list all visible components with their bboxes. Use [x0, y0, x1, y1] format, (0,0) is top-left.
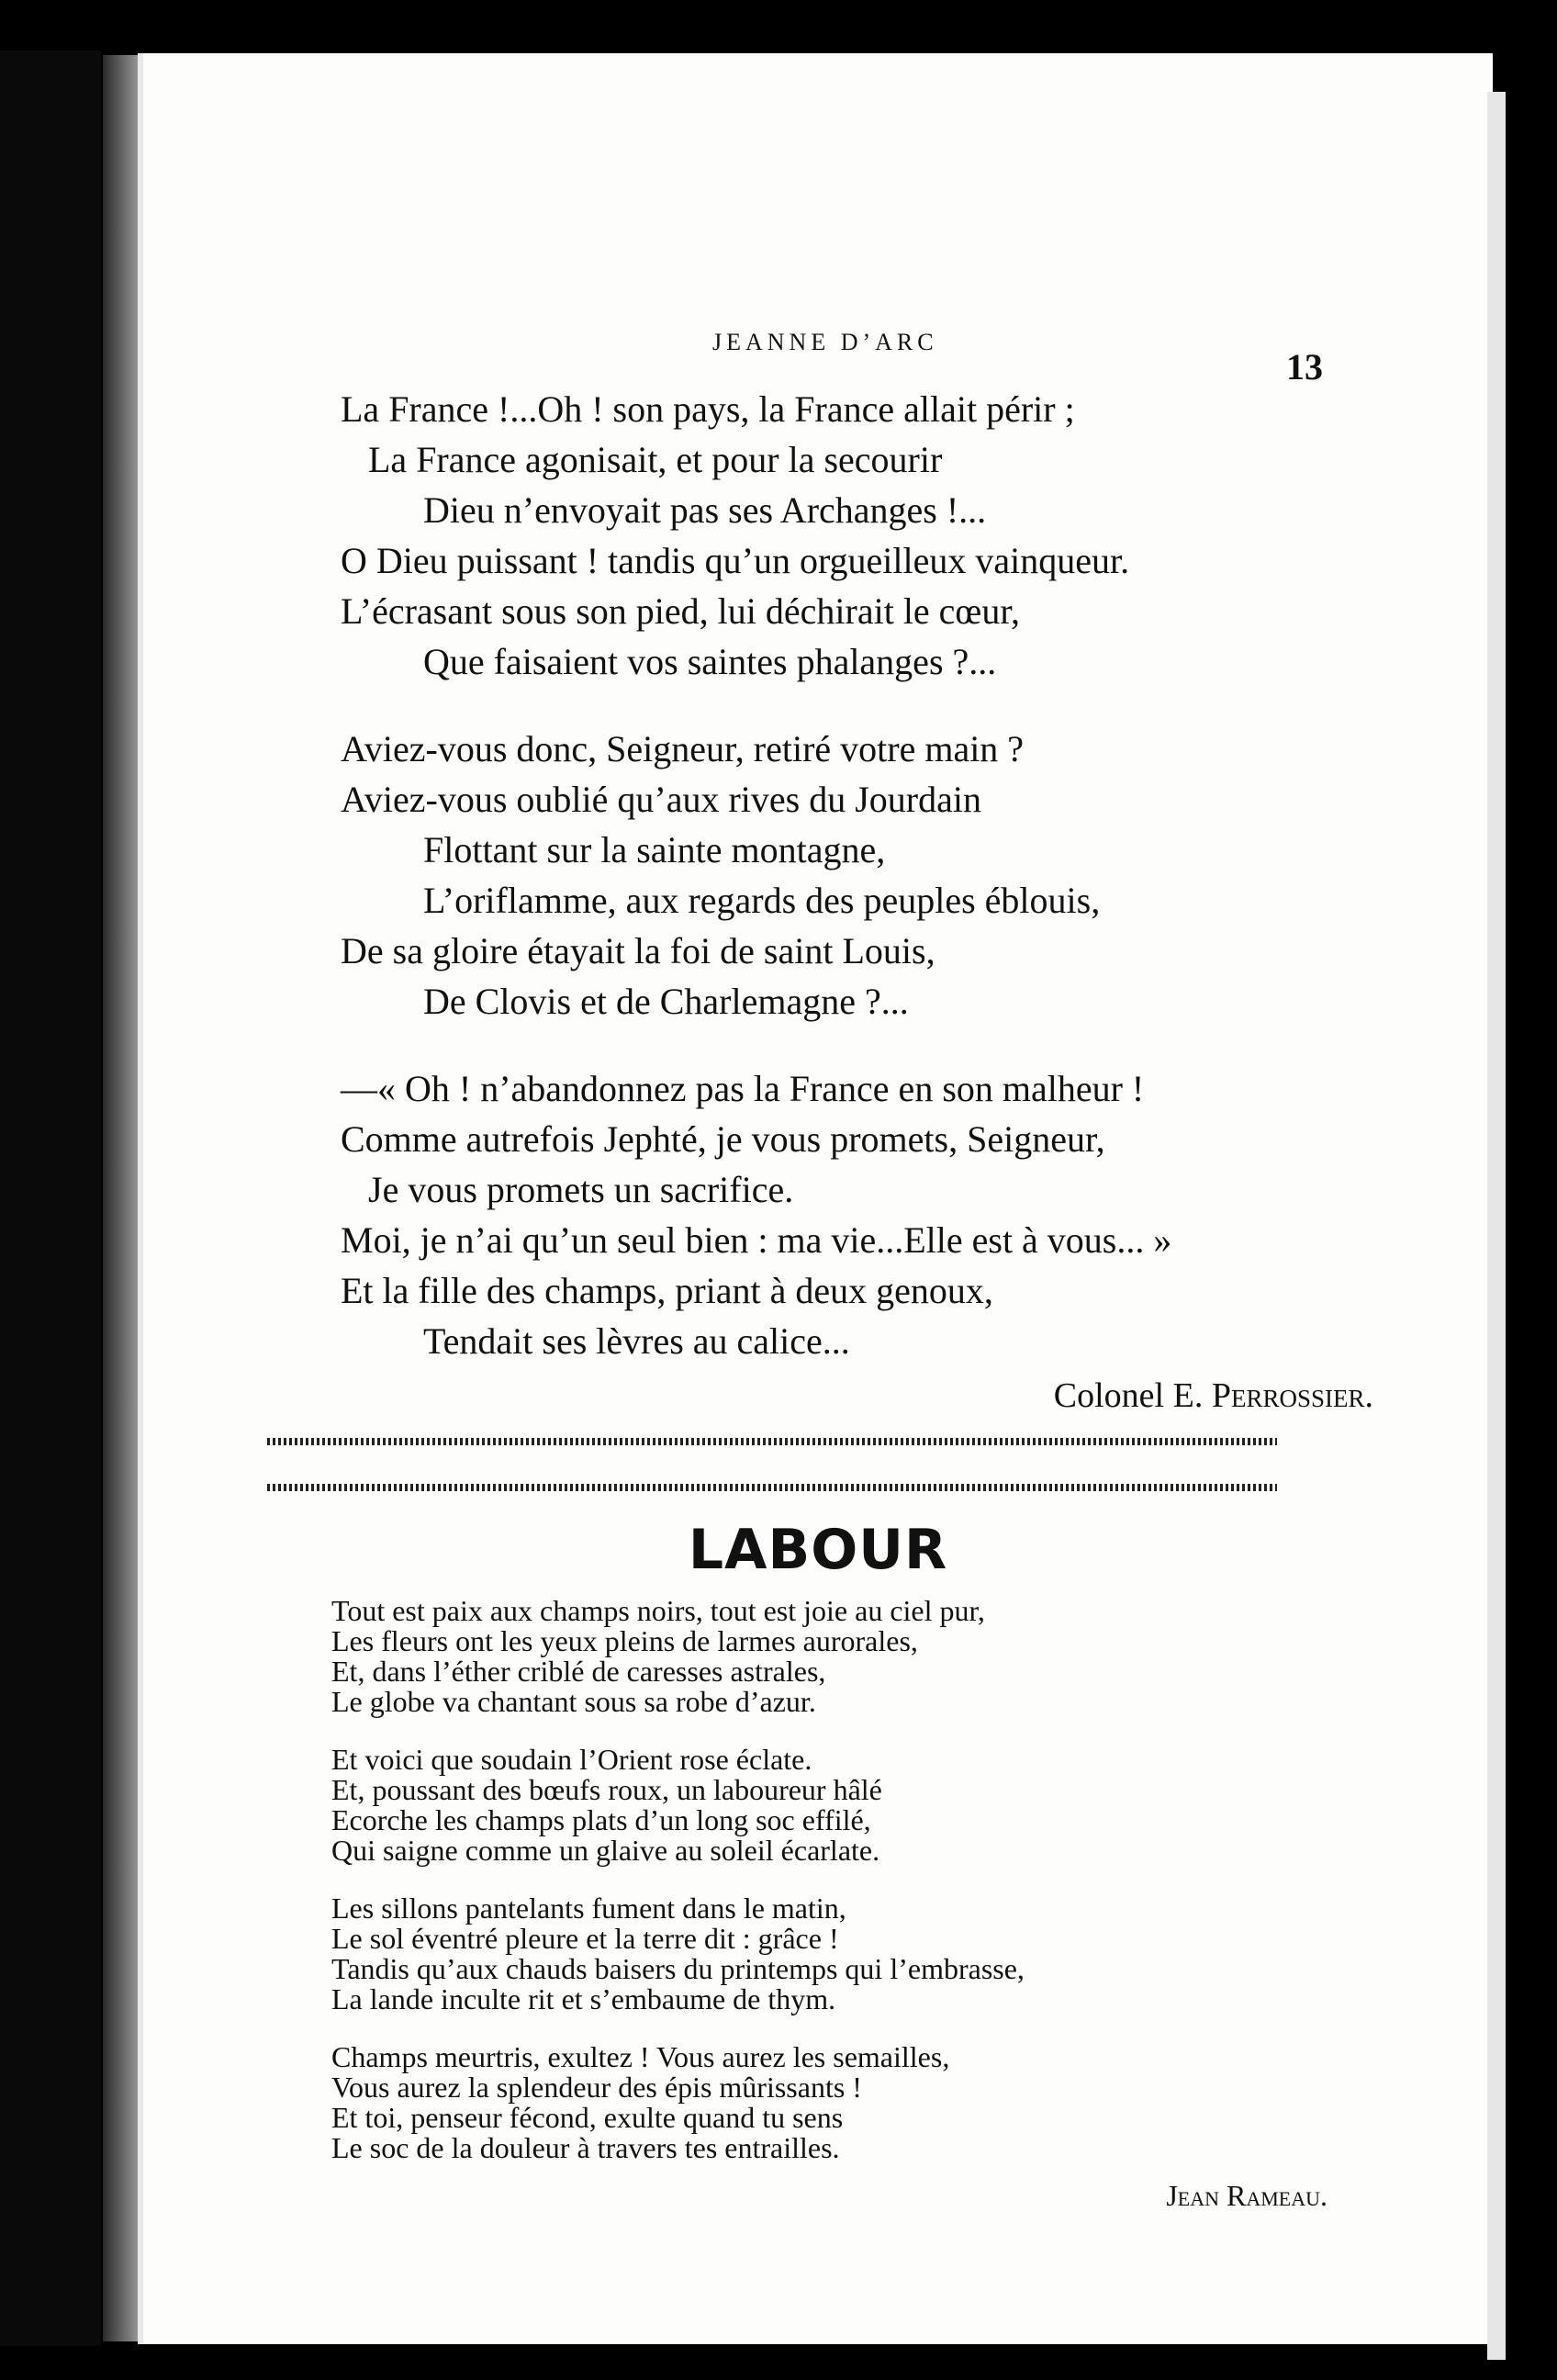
verse-line: Et la fille des champs, priant à deux genoux,	[341, 1270, 993, 1311]
author-title: Colonel E.	[1053, 1376, 1212, 1415]
verse-line: Tendait ses lèvres au calice...	[423, 1320, 850, 1362]
dotted-separator	[267, 1484, 1277, 1491]
book-page	[138, 53, 1493, 2344]
verse-line: Les fleurs ont les yeux pleins de larmes aurorales,	[331, 1624, 918, 1657]
scan-left-margin	[0, 51, 101, 2346]
verse-line: La France !...Oh ! son pays, la France allait périr ;	[341, 388, 1075, 430]
verse-line: Flottant sur la sainte montagne,	[423, 829, 886, 870]
book-spine-shadow	[103, 55, 140, 2341]
verse-line: Et, dans l’éther criblé de caresses astrales,	[331, 1655, 826, 1688]
poem-jeanne-darc	[341, 384, 1406, 1403]
stanza	[341, 1063, 1406, 1366]
verse-line: Et, poussant des bœufs roux, un laboureur hâlé	[331, 1773, 882, 1806]
verse-line: Le globe va chantant sous sa robe d’azur.	[331, 1685, 816, 1718]
verse-line: Tout est paix aux champs noirs, tout est joie au ciel pur,	[331, 1594, 985, 1627]
poem-title: LABOUR	[688, 1518, 948, 1582]
verse-line: Le sol éventré pleure et la terre dit : grâce !	[331, 1922, 839, 1955]
verse-line: —« Oh ! n’abandonnez pas la France en son malheur !	[341, 1068, 1145, 1109]
stanza	[331, 1596, 1360, 1717]
verse-line: Je vous promets un sacrifice.	[368, 1169, 794, 1210]
verse-line: Et voici que soudain l’Orient rose éclate.	[331, 1743, 812, 1776]
verse-line: Le soc de la douleur à travers tes entrailles.	[331, 2131, 840, 2164]
verse-line: Aviez-vous oublié qu’aux rives du Jourdain	[341, 779, 981, 820]
verse-line: L’écrasant sous son pied, lui déchirait le cœur,	[341, 590, 1021, 632]
verse-line: De Clovis et de Charlemagne ?...	[423, 981, 909, 1022]
running-title: JEANNE D’ARC	[712, 329, 938, 355]
stanza	[341, 724, 1406, 1027]
dotted-separator	[267, 1438, 1277, 1445]
stanza	[331, 1745, 1360, 1866]
verse-line: Champs meurtris, exultez ! Vous aurez les semailles,	[331, 2040, 950, 2073]
verse-line: Dieu n’envoyait pas ses Archanges !...	[423, 489, 987, 531]
verse-line: Les sillons pantelants fument dans le matin,	[331, 1892, 846, 1925]
author-signature: Jean Rameau.	[1166, 2179, 1327, 2212]
verse-line: De sa gloire étayait la foi de saint Louis,	[341, 930, 935, 971]
stanza	[341, 384, 1406, 687]
stanza	[331, 2042, 1360, 2163]
page-number: 13	[1286, 346, 1323, 387]
verse-line: Que faisaient vos saintes phalanges ?...	[423, 641, 997, 682]
stanza	[331, 1893, 1360, 2015]
verse-line: Ecorche les champs plats d’un long soc effilé,	[331, 1803, 871, 1836]
author-name: Perrossier.	[1211, 1376, 1373, 1415]
verse-line: O Dieu puissant ! tandis qu’un orgueilleux vainqueur.	[341, 540, 1130, 581]
verse-line: La lande inculte rit et s’embaume de thym.	[331, 1982, 836, 2015]
verse-line: Comme autrefois Jephté, je vous promets, Seigneur,	[341, 1118, 1105, 1160]
verse-line: Qui saigne comme un glaive au soleil écarlate.	[331, 1834, 880, 1867]
page-edge	[1487, 92, 1506, 2360]
verse-line: Aviez-vous donc, Seigneur, retiré votre main ?	[341, 728, 1025, 769]
verse-line: Moi, je n’ai qu’un seul bien : ma vie...Elle est à vous... »	[341, 1219, 1172, 1261]
verse-line: Vous aurez la splendeur des épis mûrissants !	[331, 2071, 862, 2104]
verse-line: Et toi, penseur fécond, exulte quand tu sens	[331, 2101, 844, 2134]
author-signature	[1054, 1375, 1373, 1416]
verse-line: L’oriflamme, aux regards des peuples éblouis,	[423, 880, 1101, 921]
verse-line: La France agonisait, et pour la secourir	[368, 439, 943, 480]
verse-line: Tandis qu’aux chauds baisers du printemps qui l’embrasse,	[331, 1952, 1025, 1985]
poem-labour	[331, 1596, 1360, 2191]
